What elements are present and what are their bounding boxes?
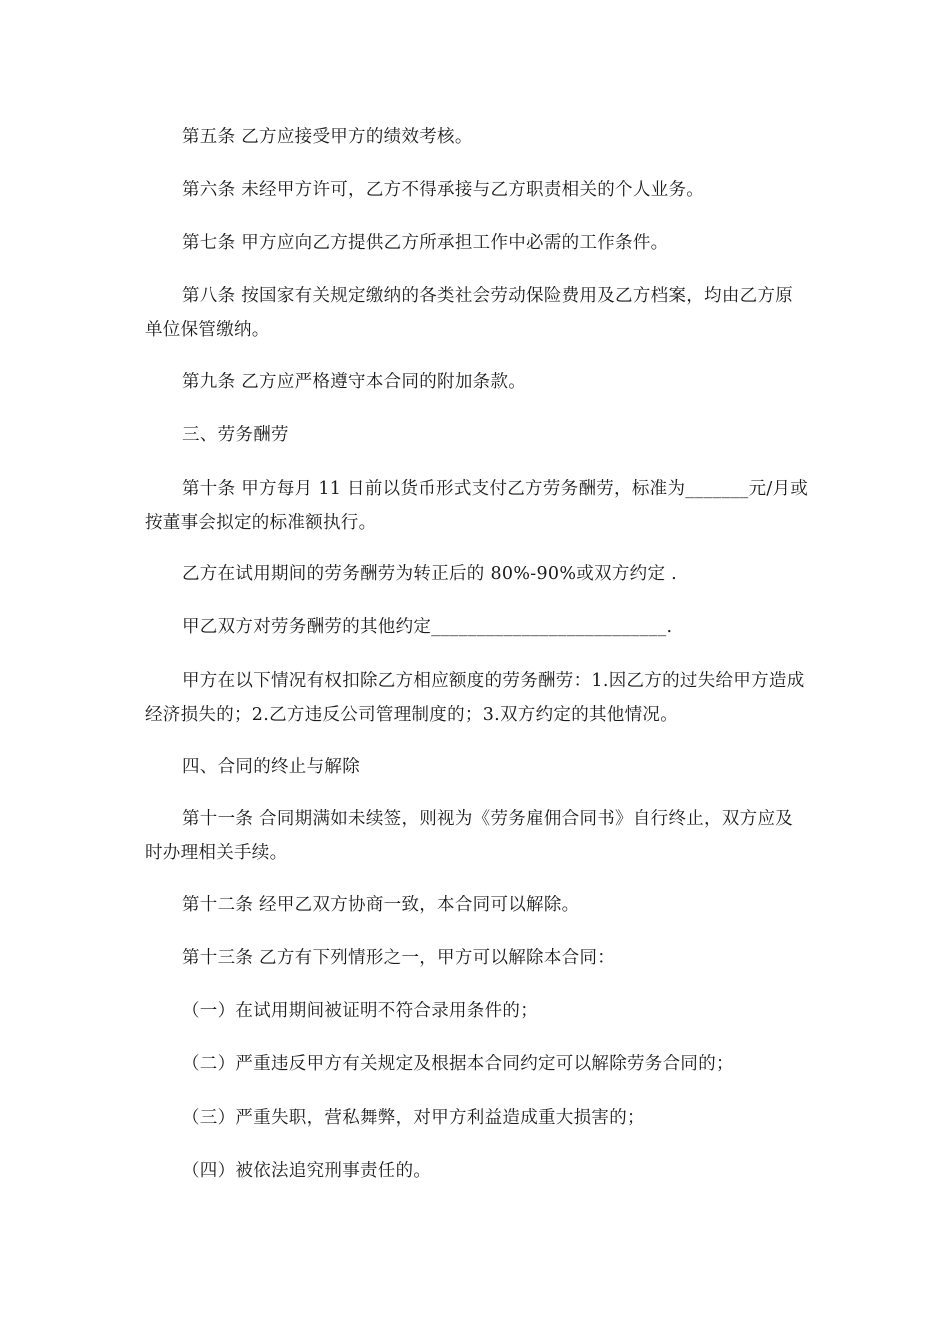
article-12: 第十二条 经甲乙双方协商一致，本合同可以解除。 bbox=[182, 895, 580, 915]
article-13-item-1: （一）在试用期间被证明不符合录用条件的； bbox=[182, 1001, 538, 1021]
deduction-clause: 甲方在以下情况有权扣除乙方相应额度的劳务酬劳：1.因乙方的过失给甲方造成经济损失的；2.乙方违反公司管理制度的；3.双方约定的其他情况。 bbox=[145, 671, 805, 725]
article-10: 第十条 甲方每月 11 日前以货币形式支付乙方劳务酬劳，标准为_______元/月或按董事会拟定的标准额执行。 bbox=[145, 479, 809, 533]
article-6: 第六条 未经甲方许可，乙方不得承接与乙方职责相关的个人业务。 bbox=[182, 180, 705, 200]
article-13-item-2: （二）严重违反甲方有关规定及根据本合同约定可以解除劳务合同的； bbox=[182, 1054, 734, 1074]
other-remuneration-agreement: 甲乙双方对劳务酬劳的其他约定__________________________. bbox=[182, 617, 673, 637]
article-13: 第十三条 乙方有下列情形之一，甲方可以解除本合同： bbox=[182, 948, 616, 968]
article-13-item-3: （三）严重失职，营私舞弊，对甲方利益造成重大损害的； bbox=[182, 1108, 645, 1128]
article-5: 第五条 乙方应接受甲方的绩效考核。 bbox=[182, 127, 473, 147]
section-heading-termination: 四、合同的终止与解除 bbox=[182, 757, 360, 777]
article-13-item-4: （四）被依法追究刑事责任的。 bbox=[182, 1161, 432, 1181]
article-11: 第十一条 合同期满如未续签，则视为《劳务雇佣合同书》自行终止，双方应及时办理相关手续。 bbox=[145, 809, 794, 863]
article-9: 第九条 乙方应严格遵守本合同的附加条款。 bbox=[182, 372, 527, 392]
article-7: 第七条 甲方应向乙方提供乙方所承担工作中必需的工作条件。 bbox=[182, 233, 669, 253]
article-8: 第八条 按国家有关规定缴纳的各类社会劳动保险费用及乙方档案，均由乙方原单位保管缴纳。 bbox=[145, 286, 794, 340]
probation-remuneration: 乙方在试用期间的劳务酬劳为转正后的 80%-90%或双方约定 . bbox=[182, 564, 677, 584]
section-heading-remuneration: 三、劳务酬劳 bbox=[182, 425, 289, 445]
